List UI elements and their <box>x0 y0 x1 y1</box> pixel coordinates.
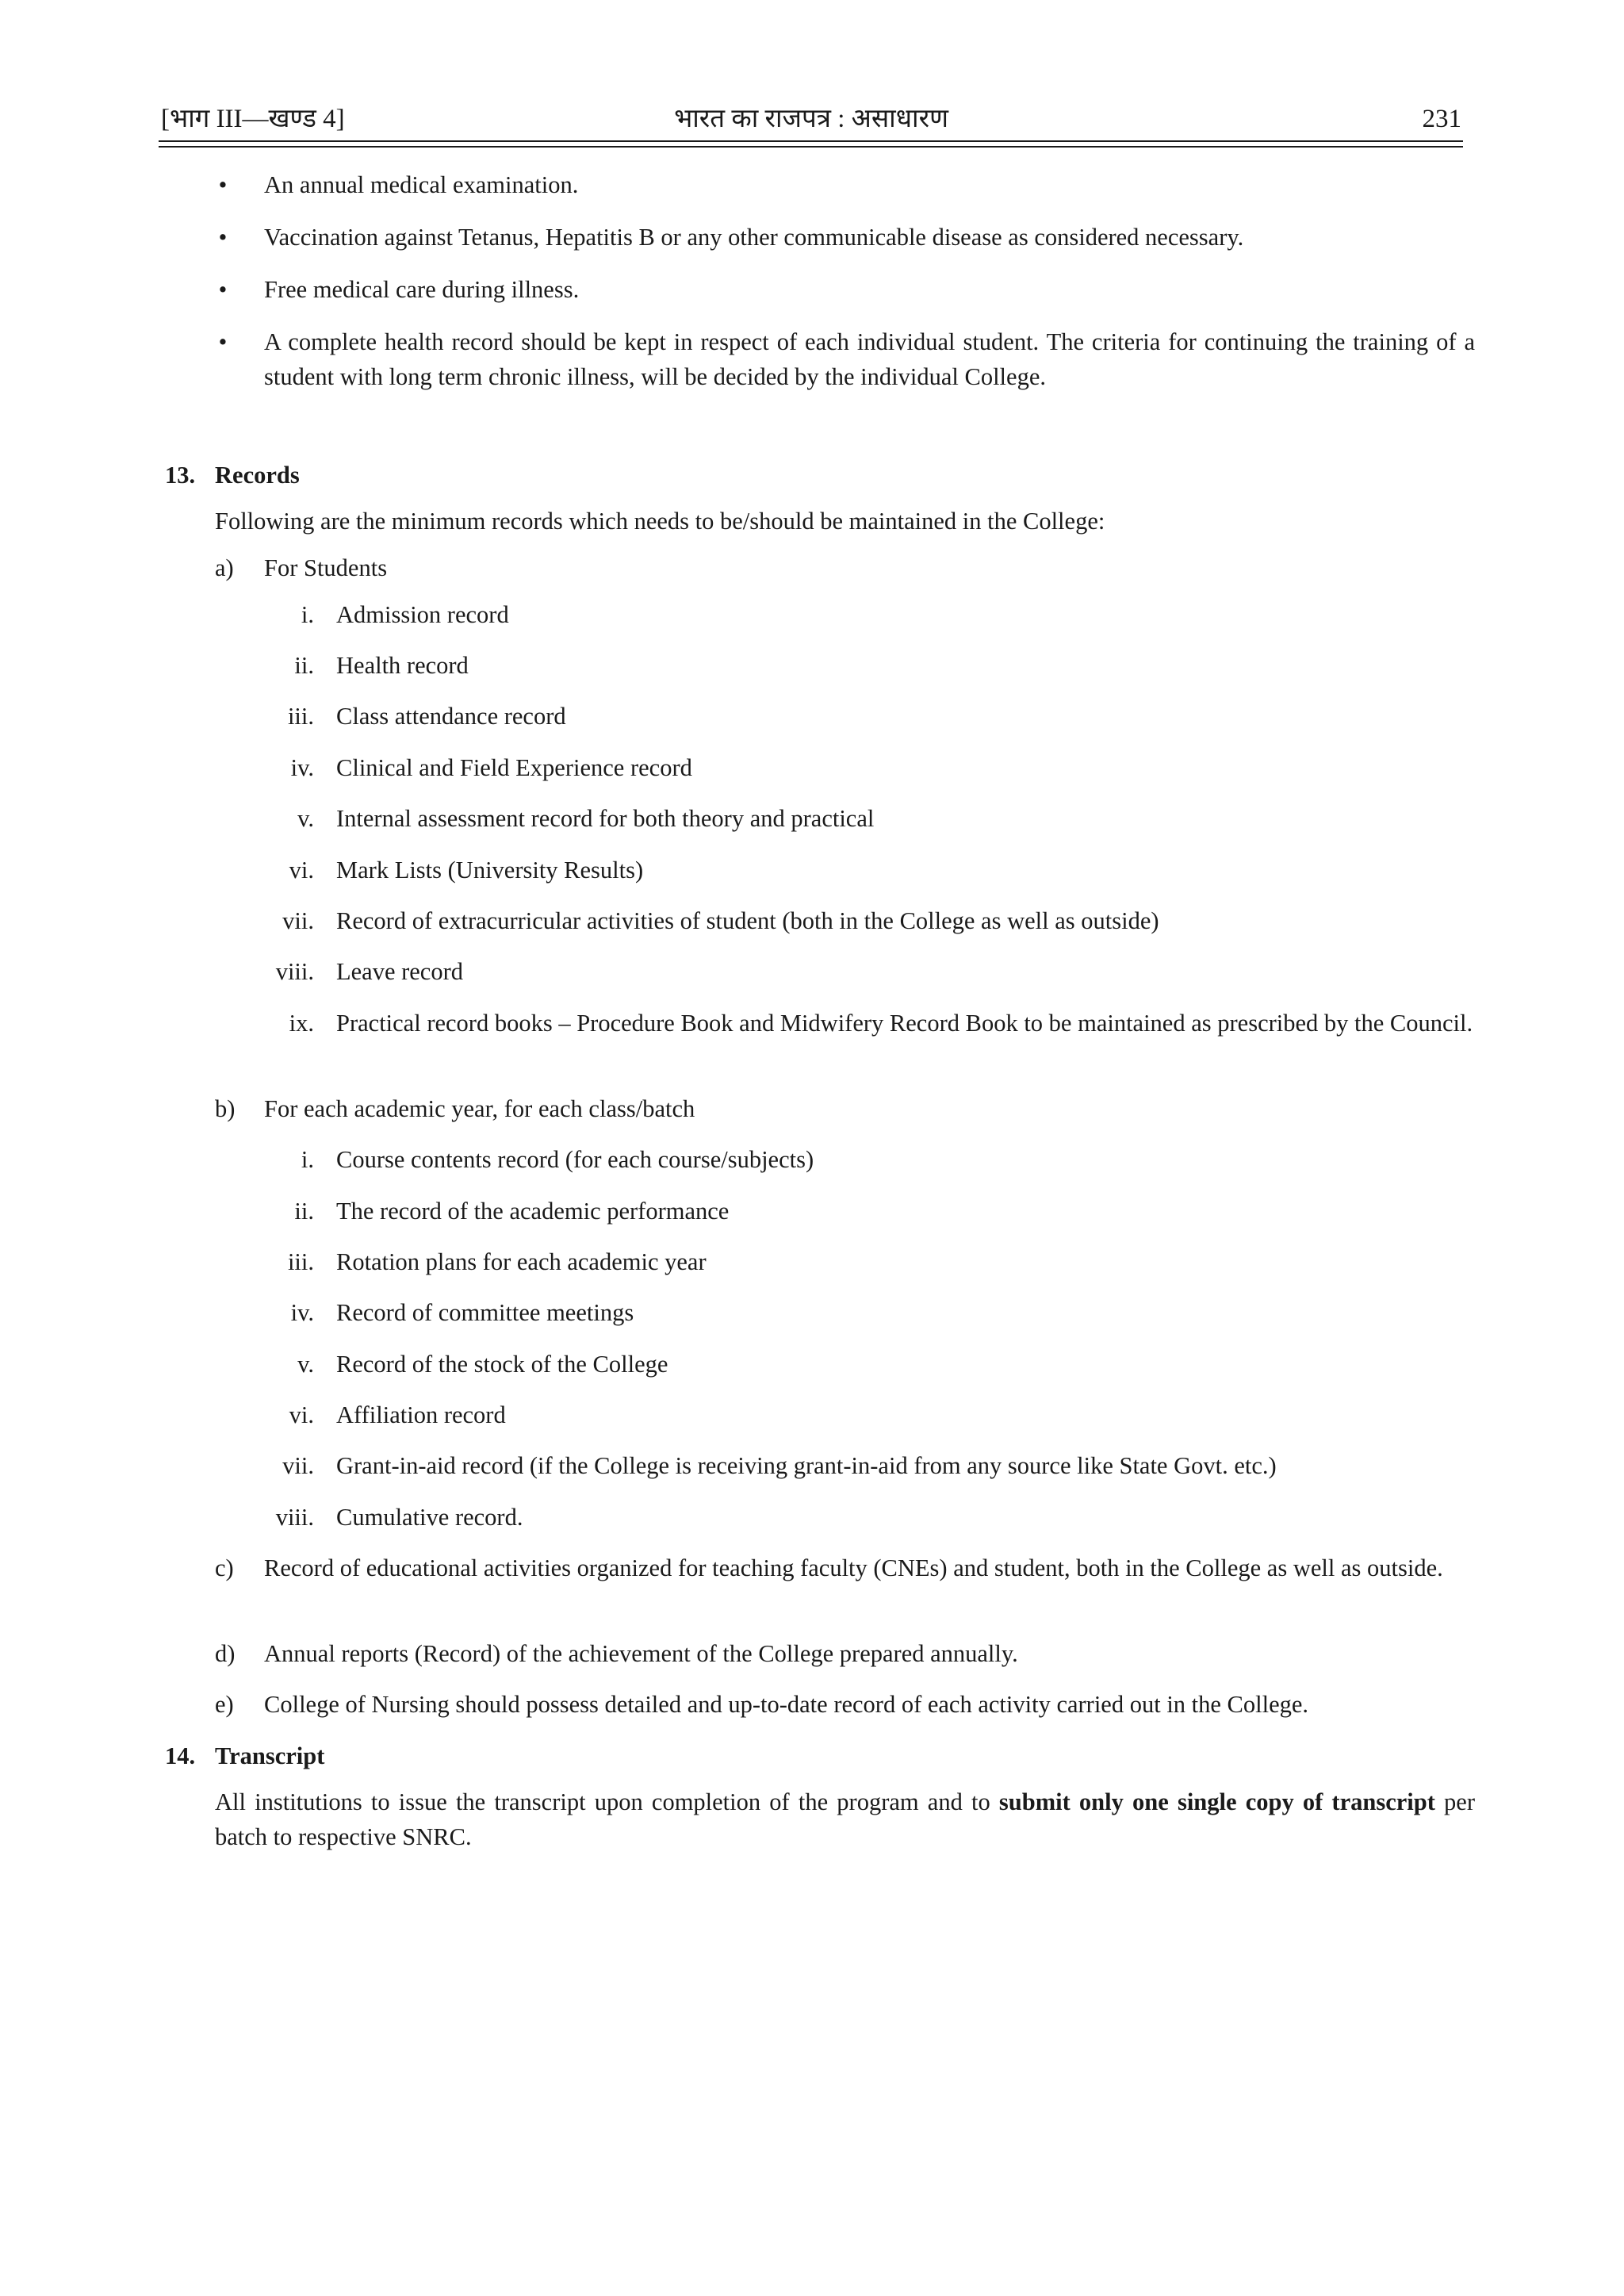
list-item-number: vi. <box>289 1401 314 1428</box>
list-item: The record of the academic performance <box>336 1198 730 1225</box>
list-item: Admission record <box>336 601 509 628</box>
list-item-number: i. <box>301 1146 314 1173</box>
subsection-heading: For Students <box>264 554 388 581</box>
list-item-number: i. <box>301 601 314 628</box>
transcript-text-emphasis: submit only one single copy of transcript <box>998 1788 1435 1815</box>
transcript-text-start: All institutions to issue the transcript upon completion of the program and to <box>215 1788 999 1815</box>
subsection-label: b) <box>215 1095 236 1122</box>
list-item: Health record <box>336 652 469 679</box>
list-item-number: viii. <box>275 1504 314 1531</box>
transcript-text-end: per batch to respective SNRC. <box>215 1788 1476 1850</box>
bullet-marker: • <box>218 328 228 355</box>
header-gazette-title: भारत का राजपत्र : असाधारण <box>674 105 948 133</box>
list-item-number: ii. <box>294 1198 314 1225</box>
list-item: Record of committee meetings <box>336 1299 634 1326</box>
subsection-text: College of Nursing should possess detailed and up-to-date record of each activity carried out in the College. <box>264 1691 1309 1718</box>
subsection-label: e) <box>215 1691 234 1718</box>
page-header <box>161 102 1461 136</box>
subsection-text: Annual reports (Record) of the achievement of the College prepared annually. <box>264 1640 1018 1667</box>
list-item-number: iii. <box>287 703 314 730</box>
list-item: Class attendance record <box>336 703 566 730</box>
subsection-label: d) <box>215 1640 236 1667</box>
list-item: Mark Lists (University Results) <box>336 857 644 884</box>
list-item-number: v. <box>297 805 314 832</box>
subsection-label: a) <box>215 554 234 581</box>
list-item: Record of the stock of the College <box>336 1351 668 1378</box>
list-item: Clinical and Field Experience record <box>336 754 692 781</box>
list-item: Internal assessment record for both theory and practical <box>336 805 875 832</box>
list-item-number: iv. <box>290 754 314 781</box>
list-item: Grant-in-aid record (if the College is receiving grant-in-aid from any source like State Govt. etc.) <box>336 1452 1277 1479</box>
bullet-item: A complete health record should be kept in respect of each individual student. The criteria for continuing the training of a student with long term chronic illness, will be decided by the individual College. <box>264 328 1475 390</box>
header-part-section: [भाग III—खण्ड 4] <box>161 105 345 133</box>
transcript-paragraph <box>215 1784 1475 1854</box>
list-item-number: viii. <box>275 958 314 985</box>
bullet-item: Free medical care during illness. <box>264 276 580 303</box>
list-item: Cumulative record. <box>336 1504 523 1531</box>
list-item-number: vi. <box>289 857 314 884</box>
subsection-heading: For each academic year, for each class/batch <box>264 1095 695 1122</box>
section-number: 13. <box>165 462 196 489</box>
list-item-number: ix. <box>289 1010 314 1037</box>
bullet-marker: • <box>218 171 228 198</box>
section-number: 14. <box>165 1742 196 1769</box>
section-intro: Following are the minimum records which needs to be/should be maintained in the College: <box>215 508 1105 535</box>
list-item: Record of extracurricular activities of student (both in the College as well as outside) <box>336 907 1159 934</box>
list-item-number: vii. <box>282 907 314 934</box>
list-item: Leave record <box>336 958 464 985</box>
header-rule-bottom <box>159 146 1463 148</box>
section-title-transcript: Transcript <box>215 1742 325 1769</box>
header-rule-top <box>159 140 1463 142</box>
list-item-number: iv. <box>290 1299 314 1326</box>
list-item-number: v. <box>297 1351 314 1378</box>
header-page-number: 231 <box>1422 105 1461 133</box>
list-item: Affiliation record <box>336 1401 506 1428</box>
bullet-marker: • <box>218 224 228 251</box>
bullet-marker: • <box>218 276 228 303</box>
section-title-records: Records <box>215 462 300 489</box>
list-item-number: ii. <box>294 652 314 679</box>
list-item: Course contents record (for each course/subjects) <box>336 1146 814 1173</box>
subsection-text: Record of educational activities organized for teaching faculty (CNEs) and student, both in the College as well as outside. <box>264 1554 1443 1581</box>
subsection-label: c) <box>215 1554 234 1581</box>
list-item-number: iii. <box>287 1248 314 1275</box>
list-item: Practical record books – Procedure Book and Midwifery Record Book to be maintained as prescribed by the Council. <box>336 1010 1473 1037</box>
bullet-item: Vaccination against Tetanus, Hepatitis B or any other communicable disease as considered necessary. <box>264 224 1244 251</box>
bullet-item: An annual medical examination. <box>264 171 579 198</box>
list-item: Rotation plans for each academic year <box>336 1248 707 1275</box>
list-item-number: vii. <box>282 1452 314 1479</box>
